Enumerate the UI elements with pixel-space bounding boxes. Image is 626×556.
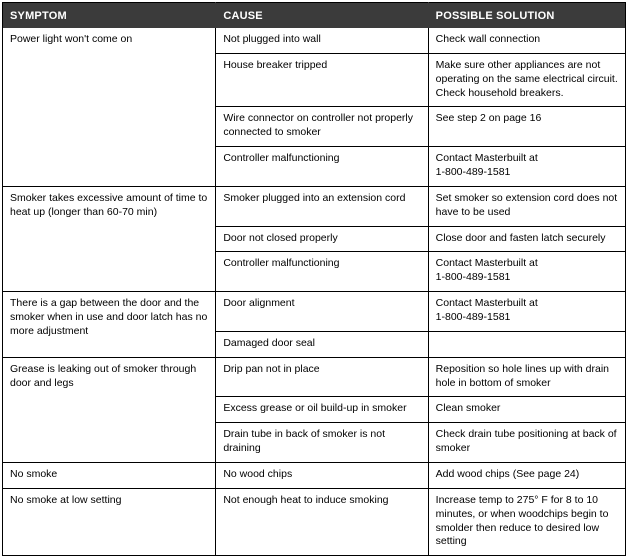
table-row: [3, 292, 626, 332]
cell-solution: Increase temp to 275° F for 8 to 10 minutes, or when woodchips begin to smolder then reduce to desired low setting: [428, 488, 625, 555]
cell-symptom: Grease is leaking out of smoker through door and legs: [3, 357, 216, 462]
cell-symptom: Smoker takes excessive amount of time to heat up (longer than 60-70 min): [3, 186, 216, 291]
table-body: [3, 28, 626, 556]
cell-cause: Wire connector on controller not properly connected to smoker: [216, 107, 428, 147]
table-row: [3, 186, 626, 226]
troubleshooting-table: [2, 2, 626, 556]
cell-solution: Check drain tube positioning at back of smoker: [428, 423, 625, 463]
cell-solution: [428, 331, 625, 357]
cell-solution: Clean smoker: [428, 397, 625, 423]
column-header-symptom: SYMPTOM: [3, 3, 216, 29]
cell-symptom: Power light won't come on: [3, 28, 216, 186]
cell-cause: Smoker plugged into an extension cord: [216, 186, 428, 226]
cell-cause: Drip pan not in place: [216, 357, 428, 397]
column-header-solution: POSSIBLE SOLUTION: [428, 3, 625, 29]
table-row: [3, 28, 626, 53]
header-row: [3, 3, 626, 29]
cell-cause: Door alignment: [216, 292, 428, 332]
cell-cause: Controller malfunctioning: [216, 147, 428, 187]
cell-solution: Contact Masterbuilt at 1-800-489-1581: [428, 252, 625, 292]
column-header-cause: CAUSE: [216, 3, 428, 29]
cell-cause: Door not closed properly: [216, 226, 428, 252]
cell-solution: Reposition so hole lines up with drain hole in bottom of smoker: [428, 357, 625, 397]
cell-solution: Contact Masterbuilt at 1-800-489-1581: [428, 292, 625, 332]
table-header: [3, 3, 626, 29]
table-row: [3, 357, 626, 397]
cell-cause: Drain tube in back of smoker is not draining: [216, 423, 428, 463]
table-row: [3, 488, 626, 555]
cell-cause: Not plugged into wall: [216, 28, 428, 53]
cell-cause: Not enough heat to induce smoking: [216, 488, 428, 555]
cell-cause: Controller malfunctioning: [216, 252, 428, 292]
cell-cause: Damaged door seal: [216, 331, 428, 357]
cell-solution: Check wall connection: [435, 33, 541, 45]
cell-solution: Set smoker so extension cord does not have to be used: [428, 186, 625, 226]
cell-solution: Close door and fasten latch securely: [428, 226, 625, 252]
cell-cause: House breaker tripped: [216, 53, 428, 107]
cell-cause: Excess grease or oil build-up in smoker: [216, 397, 428, 423]
cell-cause: No wood chips: [216, 463, 428, 489]
cell-solution: Contact Masterbuilt at 1-800-489-1581: [428, 147, 625, 187]
cell-solution: Make sure other appliances are not operating on the same electrical circuit. Check household breakers.: [428, 53, 625, 107]
cell-symptom: No smoke at low setting: [3, 488, 216, 555]
table-row: [3, 463, 626, 489]
cell-symptom: There is a gap between the door and the smoker when in use and door latch has no more adjustment: [3, 292, 216, 358]
cell-symptom: No smoke: [3, 463, 216, 489]
cell-solution: Add wood chips (See page 24): [428, 463, 625, 489]
cell-solution: See step 2 on page 16: [428, 107, 625, 147]
